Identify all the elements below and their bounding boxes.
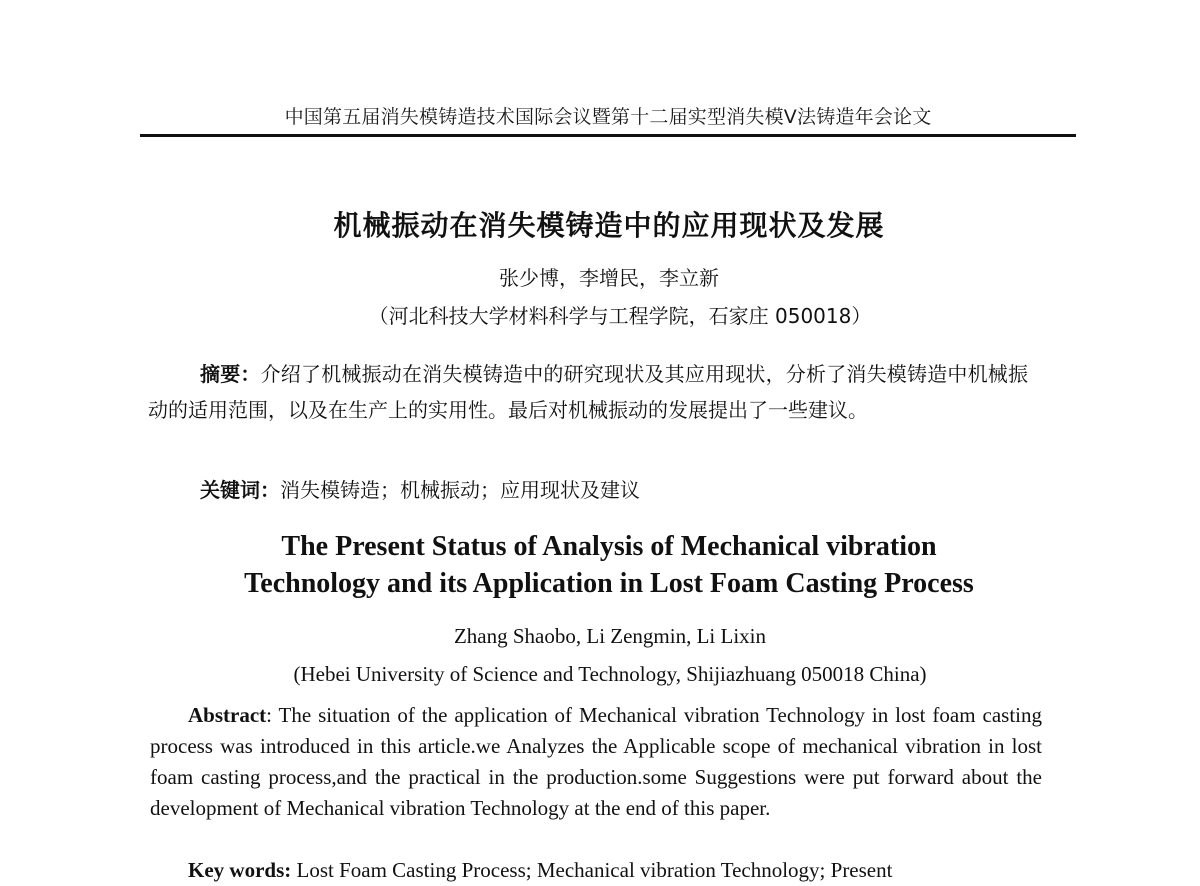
running-header: 中国第五届消失模铸造技术国际会议暨第十二届实型消失模V法铸造年会论文 — [284, 106, 932, 128]
english-authors: Zhang Shaobo, Li Zengmin, Li Lixin — [453, 624, 767, 648]
english-abstract-colon: : — [266, 703, 279, 727]
chinese-authors: 张少博，李增民，李立新 — [499, 266, 719, 290]
english-title-line-2: Technology and its Application in Lost Foam Casting Process — [244, 568, 974, 599]
english-title-line-1: The Present Status of Analysis of Mechanical vibration — [281, 531, 937, 562]
header-rule — [140, 134, 1076, 137]
chinese-abstract — [148, 356, 1028, 428]
english-keywords-label: Key words: — [188, 858, 292, 882]
chinese-abstract-text: 介绍了机械振动在消失模铸造中的研究现状及其应用现状，分析了消失模铸造中机械振动的适用范围，以及在生产上的实用性。最后对机械振动的发展提出了一些建议。 — [148, 362, 1029, 422]
chinese-keywords — [200, 474, 640, 503]
chinese-affiliation: （河北科技大学材料科学与工程学院，石家庄 050018） — [368, 304, 872, 328]
chinese-title: 机械振动在消失模铸造中的应用现状及发展 — [333, 209, 885, 242]
english-affiliation: (Hebei University of Science and Technology, Shijiazhuang 050018 China) — [293, 662, 927, 686]
english-abstract-text: The situation of the application of Mechanical vibration Technology in lost foam casting process was introduced in this article.we Analyzes the Applicable scope of mechanical vibration in lost foam casting process,and the practical in the production.some Suggestions were put forward about the development of Mechanical vibration Technology at the end of this paper. — [150, 703, 1042, 820]
english-abstract-label: Abstract — [188, 703, 267, 727]
english-keywords — [150, 855, 1042, 886]
english-keywords-text: Lost Foam Casting Process; Mechanical vibration Technology; Present — [291, 858, 893, 882]
chinese-keywords-label: 关键词： — [200, 478, 280, 502]
english-abstract — [150, 700, 1042, 824]
chinese-keywords-text: 消失模铸造；机械振动；应用现状及建议 — [280, 478, 640, 502]
english-title — [0, 528, 1200, 602]
chinese-abstract-label: 摘要： — [200, 362, 261, 386]
